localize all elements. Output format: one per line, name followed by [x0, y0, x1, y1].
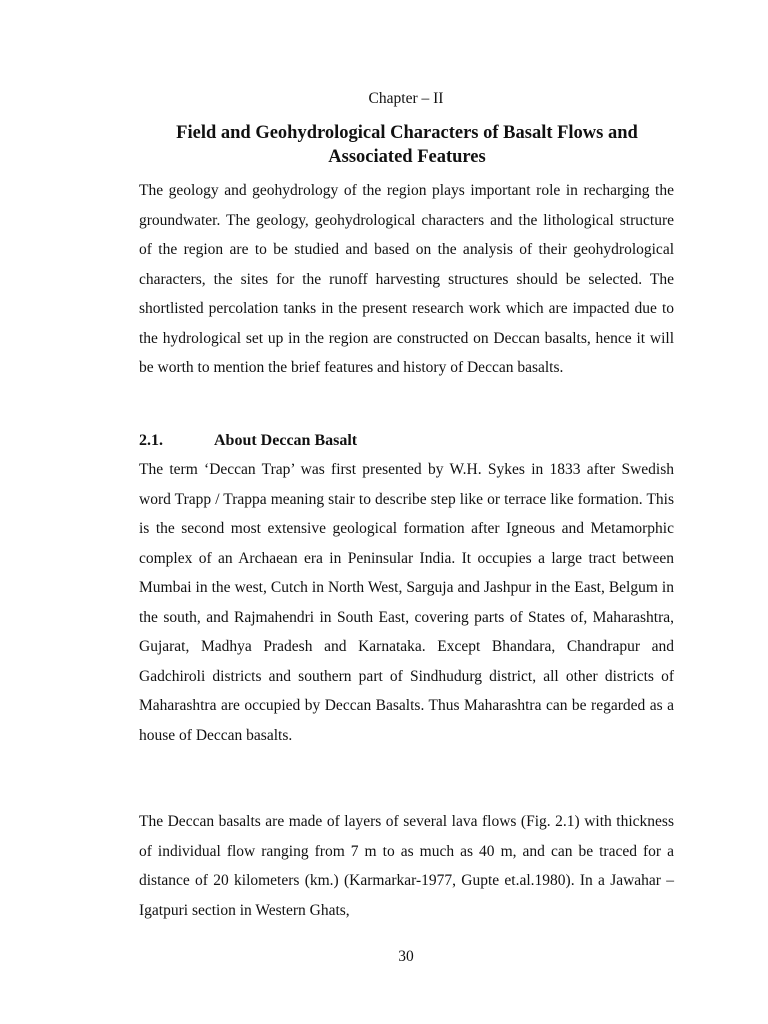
section-heading	[139, 432, 357, 450]
section-paragraph-2: The Deccan basalts are made of layers of several lava flows (Fig. 2.1) with thickness of individual flow ranging from 7 m to as much as 40 m, and can be traced for a distance of 20 kilometers (km.) (Karmarkar-1977, Gupte et.al.1980). In a Jawahar – Igatpuri section in Western Ghats,	[139, 813, 674, 919]
page-number: 30	[398, 948, 414, 965]
section-paragraph-1: The term ‘Deccan Trap’ was first presented by W.H. Sykes in 1833 after Swedish word Trapp / Trappa meaning stair to describe step like or terrace like formation. This is the second most extensive geological formation after Igneous and Metamorphic complex of an Archaean era in Peninsular India. It occupies a large tract between Mumbai in the west, Cutch in North West, Sarguja and Jashpur in the East, Belgum in the south, and Rajmahendri in South East, covering parts of States of, Maharashtra, Gujarat, Madhya Pradesh and Karnataka. Except Bhandara, Chandrapur and Gadchiroli districts and southern part of Sindhudurg district, all other districts of Maharashtra are occupied by Deccan Basalts. Thus Maharashtra can be regarded as a house of Deccan basalts.	[139, 461, 674, 744]
section-number: 2.1.	[139, 432, 163, 449]
chapter-title: Field and Geohydrological Characters of Basalt Flows and Associated Features	[176, 123, 638, 167]
section-title: About Deccan Basalt	[214, 432, 358, 449]
intro-paragraph: The geology and geohydrology of the region plays important role in recharging the groundwater. The geology, geohydrological characters and the lithological structure of the region are to be studied and based on the analysis of their geohydrological characters, the sites for the runoff harvesting structures should be selected. The shortlisted percolation tanks in the present research work which are impacted due to the hydrological set up in the region are constructed on Deccan basalts, hence it will be worth to mention the brief features and history of Deccan basalts.	[139, 182, 674, 376]
chapter-label: Chapter – II	[368, 90, 444, 107]
